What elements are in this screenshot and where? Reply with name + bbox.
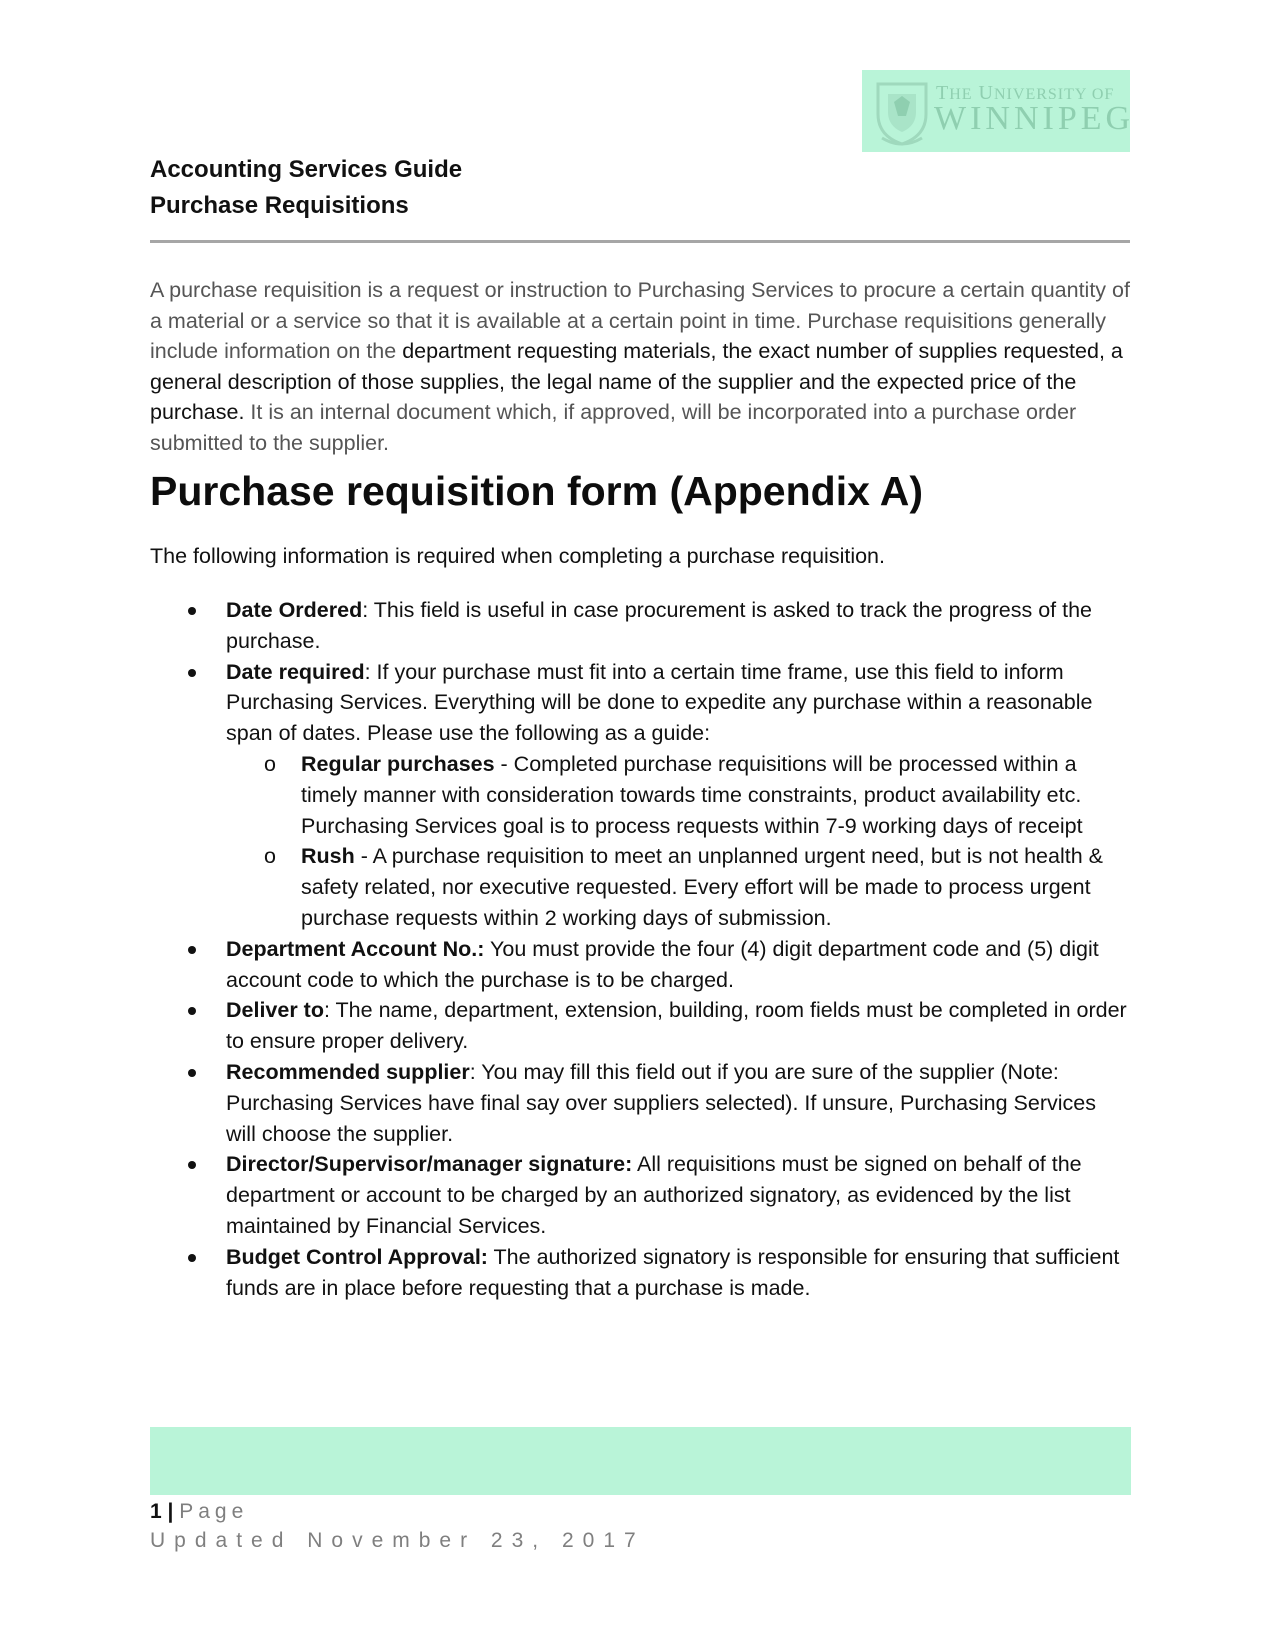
item-text: : You may fill this field out if you are sure of the supplier (Note: Purchasing Services have final say over suppliers selected). If unsure, Purchasing Services will choose the supplier. [226, 1059, 1096, 1146]
item-text: All requisitions must be signed on behalf of the department or account to be charged by an authorized signatory, as evidenced by the list maintained by Financial Services. [226, 1152, 1082, 1238]
item-term: Director/Supervisor/manager signature: [226, 1152, 633, 1177]
page-number: 1 [150, 1500, 162, 1523]
logo-text-line2: WINNIPEG [934, 100, 1135, 137]
bullet-icon [188, 1254, 196, 1262]
bullet-icon [188, 607, 196, 615]
title-line-1: Accounting Services Guide [150, 156, 463, 183]
footer-band [150, 1427, 1131, 1495]
item-term: Budget Control Approval: [226, 1244, 488, 1269]
crest-icon [868, 76, 936, 148]
subitem-text: - Completed purchase requisitions will be processed within a timely manner with consideration towards time constraints, product availability etc. Purchasing Services goal is to process requests within 7-9 working days of receipt [301, 751, 1083, 838]
circle-bullet-icon: o [264, 844, 276, 869]
item-term: Department Account No.: [226, 936, 485, 961]
list-item-deliver-to [150, 995, 1130, 1057]
logo-text-line1: THE UNIVERSITY OF [936, 82, 1115, 104]
item-text: The authorized signatory is responsible for ensuring that sufficient funds are in place before requesting that a purchase is made. [226, 1244, 1120, 1300]
item-term: Date Ordered [226, 598, 363, 622]
subitem-term: Rush [301, 844, 355, 869]
intro-paragraph [150, 275, 1140, 458]
header-divider [150, 240, 1130, 243]
updated-date: Updated November 23, 2017 [150, 1529, 645, 1552]
bullet-icon [188, 946, 196, 954]
item-term: Deliver to [226, 998, 324, 1023]
section-lead: The following information is required when completing a purchase requisition. [150, 544, 885, 568]
sublist-item-regular [226, 749, 1130, 841]
bullet-icon [188, 1007, 196, 1015]
page-indicator [150, 1498, 248, 1526]
item-term: Date required [226, 659, 365, 684]
item-text: : This field is useful in case procurement is asked to track the progress of the purchase. [226, 598, 1092, 653]
subitem-term: Regular purchases [301, 751, 495, 776]
bullet-icon [188, 669, 196, 677]
intro-text-part3: It is an internal document which, if approved, will be incorporated into a purchase order submitted to the supplier. [150, 400, 1077, 455]
subitem-text: - A purchase requisition to meet an unplanned urgent need, but is not health & safety related, nor executive requested. Every effort will be made to process urgent purchase requests within 2 working days of submission. [301, 844, 1103, 930]
timing-sublist [226, 749, 1130, 934]
bullet-icon [188, 1161, 196, 1169]
list-item-recommended-supplier [150, 1057, 1130, 1149]
circle-bullet-icon: o [264, 751, 276, 776]
document-title [150, 152, 462, 224]
section-heading: Purchase requisition form (Appendix A) [150, 468, 924, 514]
list-item-date-ordered [150, 595, 1130, 657]
page-separator: | [161, 1500, 180, 1523]
list-item-signature [150, 1149, 1130, 1241]
intro-text-part2: department requesting materials, the exact number of supplies requested, a general description of those supplies, the legal name of the supplier and the expected price of the purchase. [150, 339, 1123, 424]
university-logo [862, 70, 1135, 152]
bullet-icon [188, 1069, 196, 1077]
item-text: : The name, department, extension, building, room fields must be completed in order to ensure proper delivery. [226, 998, 1127, 1054]
item-term: Recommended supplier [226, 1059, 470, 1084]
requirements-list [150, 595, 1130, 1303]
list-item-department-account [150, 934, 1130, 996]
intro-text-part1: A purchase requisition is a request or instruction to Purchasing Services to procure a certain quantity of a material or a service so that it is available at a certain point in time. Purchase requisitions generally include information on the [150, 278, 1130, 363]
sublist-item-rush [226, 841, 1130, 933]
title-line-2: Purchase Requisitions [150, 192, 409, 219]
page-label: Page [179, 1500, 249, 1523]
list-item-budget-control [150, 1242, 1130, 1304]
list-item-date-required [150, 657, 1130, 934]
item-text: You must provide the four (4) digit department code and (5) digit account code to which the purchase is to be charged. [226, 936, 1099, 992]
item-text: : If your purchase must fit into a certain time frame, use this field to inform Purchasing Services. Everything will be done to expedite any purchase within a reasonable span of dates. Please use the following as a guide: [226, 659, 1093, 746]
